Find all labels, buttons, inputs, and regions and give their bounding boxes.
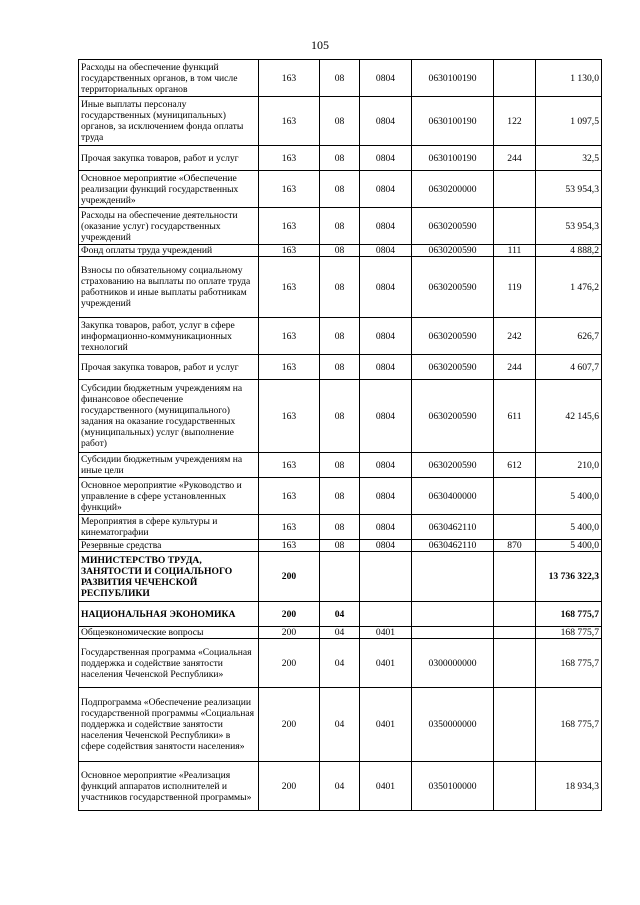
row-pr: 0804 bbox=[360, 515, 412, 540]
row-sum: 4 888,2 bbox=[536, 245, 602, 257]
row-name: Основное мероприятие «Руководство и управление в сфере установленных функций» bbox=[79, 478, 259, 515]
row-rz: 08 bbox=[320, 453, 360, 478]
row-rz: 08 bbox=[320, 208, 360, 245]
row-csr: 0630100190 bbox=[412, 146, 494, 171]
row-ved: 200 bbox=[259, 639, 320, 688]
row-csr: 0630462110 bbox=[412, 515, 494, 540]
row-vr: 119 bbox=[494, 257, 536, 318]
row-rz: 08 bbox=[320, 540, 360, 552]
row-name: Общеэкономические вопросы bbox=[79, 627, 259, 639]
row-vr: 244 bbox=[494, 355, 536, 380]
row-rz: 04 bbox=[320, 602, 360, 627]
row-csr bbox=[412, 552, 494, 602]
row-name: Фонд оплаты труда учреждений bbox=[79, 245, 259, 257]
row-rz: 04 bbox=[320, 639, 360, 688]
row-sum: 5 400,0 bbox=[536, 478, 602, 515]
row-sum: 168 775,7 bbox=[536, 602, 602, 627]
row-sum: 18 934,3 bbox=[536, 762, 602, 811]
row-name: Подпрограмма «Обеспечение реализации государственной программы «Социальная поддержка и содействие занятости населения Чеченской Республики» в сфере содействия занятости населения» bbox=[79, 688, 259, 762]
table-row bbox=[79, 639, 602, 688]
table-row bbox=[79, 245, 602, 257]
row-pr: 0804 bbox=[360, 171, 412, 208]
row-sum: 1 476,2 bbox=[536, 257, 602, 318]
row-csr: 0630200590 bbox=[412, 380, 494, 453]
table-row bbox=[79, 478, 602, 515]
row-sum: 1 097,5 bbox=[536, 97, 602, 146]
row-vr bbox=[494, 639, 536, 688]
row-pr: 0804 bbox=[360, 146, 412, 171]
table-row bbox=[79, 540, 602, 552]
row-name: Резервные средства bbox=[79, 540, 259, 552]
row-csr: 0350100000 bbox=[412, 762, 494, 811]
row-ved: 163 bbox=[259, 318, 320, 355]
row-sum: 32,5 bbox=[536, 146, 602, 171]
row-name: НАЦИОНАЛЬНАЯ ЭКОНОМИКА bbox=[79, 602, 259, 627]
table-row bbox=[79, 762, 602, 811]
row-ved: 163 bbox=[259, 515, 320, 540]
row-pr: 0804 bbox=[360, 453, 412, 478]
row-sum: 13 736 322,3 bbox=[536, 552, 602, 602]
table-row bbox=[79, 146, 602, 171]
table-row bbox=[79, 602, 602, 627]
row-vr bbox=[494, 552, 536, 602]
row-name: Закупка товаров, работ, услуг в сфере информационно-коммуникационных технологий bbox=[79, 318, 259, 355]
row-csr: 0300000000 bbox=[412, 639, 494, 688]
row-sum: 5 400,0 bbox=[536, 515, 602, 540]
row-rz: 08 bbox=[320, 146, 360, 171]
row-ved: 200 bbox=[259, 602, 320, 627]
row-rz: 08 bbox=[320, 171, 360, 208]
row-ved: 163 bbox=[259, 245, 320, 257]
row-pr: 0401 bbox=[360, 627, 412, 639]
row-ved: 163 bbox=[259, 355, 320, 380]
row-vr bbox=[494, 171, 536, 208]
row-sum: 53 954,3 bbox=[536, 171, 602, 208]
row-csr bbox=[412, 602, 494, 627]
row-ved: 163 bbox=[259, 380, 320, 453]
row-pr: 0401 bbox=[360, 762, 412, 811]
row-name: Взносы по обязательному социальному страхованию на выплаты по оплате труда работников и иные выплаты работникам учреждений bbox=[79, 257, 259, 318]
row-pr: 0804 bbox=[360, 245, 412, 257]
row-csr: 0630200590 bbox=[412, 453, 494, 478]
row-pr: 0401 bbox=[360, 688, 412, 762]
table-body bbox=[79, 60, 602, 811]
row-rz: 08 bbox=[320, 355, 360, 380]
row-name: Основное мероприятие «Реализация функций аппаратов исполнителей и участников государственной программы» bbox=[79, 762, 259, 811]
row-rz: 08 bbox=[320, 318, 360, 355]
row-pr bbox=[360, 552, 412, 602]
row-vr: 870 bbox=[494, 540, 536, 552]
row-rz: 08 bbox=[320, 380, 360, 453]
row-sum: 626,7 bbox=[536, 318, 602, 355]
row-csr: 0630200590 bbox=[412, 318, 494, 355]
row-csr: 0630200000 bbox=[412, 171, 494, 208]
row-ved: 200 bbox=[259, 627, 320, 639]
row-name: МИНИСТЕРСТВО ТРУДА, ЗАНЯТОСТИ И СОЦИАЛЬНОГО РАЗВИТИЯ ЧЕЧЕНСКОЙ РЕСПУБЛИКИ bbox=[79, 552, 259, 602]
table-row bbox=[79, 515, 602, 540]
row-vr bbox=[494, 688, 536, 762]
row-vr bbox=[494, 515, 536, 540]
row-sum: 1 130,0 bbox=[536, 60, 602, 97]
row-ved: 163 bbox=[259, 97, 320, 146]
row-ved: 200 bbox=[259, 688, 320, 762]
row-csr: 0630200590 bbox=[412, 355, 494, 380]
table-row bbox=[79, 355, 602, 380]
table-row bbox=[79, 97, 602, 146]
row-csr: 0630400000 bbox=[412, 478, 494, 515]
row-ved: 163 bbox=[259, 146, 320, 171]
row-ved: 163 bbox=[259, 208, 320, 245]
table-row bbox=[79, 688, 602, 762]
row-vr: 111 bbox=[494, 245, 536, 257]
row-vr: 244 bbox=[494, 146, 536, 171]
row-vr bbox=[494, 478, 536, 515]
row-rz: 08 bbox=[320, 60, 360, 97]
table-row bbox=[79, 60, 602, 97]
page-number: 105 bbox=[311, 38, 329, 52]
row-pr bbox=[360, 602, 412, 627]
table-row bbox=[79, 171, 602, 208]
row-ved: 163 bbox=[259, 478, 320, 515]
row-vr: 612 bbox=[494, 453, 536, 478]
row-ved: 163 bbox=[259, 60, 320, 97]
row-csr: 0630462110 bbox=[412, 540, 494, 552]
row-vr bbox=[494, 762, 536, 811]
row-sum: 168 775,7 bbox=[536, 639, 602, 688]
row-pr: 0804 bbox=[360, 97, 412, 146]
row-pr: 0804 bbox=[360, 318, 412, 355]
budget-table bbox=[78, 59, 602, 811]
row-rz: 08 bbox=[320, 257, 360, 318]
row-csr: 0630200590 bbox=[412, 208, 494, 245]
row-name: Субсидии бюджетным учреждениям на финансовое обеспечение государственного (муниципального) задания на оказание государственных (муниципальных) услуг (выполнение работ) bbox=[79, 380, 259, 453]
row-name: Основное мероприятие «Обеспечение реализации функций государственных учреждений» bbox=[79, 171, 259, 208]
row-name: Субсидии бюджетным учреждениям на иные цели bbox=[79, 453, 259, 478]
row-name: Государственная программа «Социальная поддержка и содействие занятости населения Чеченской Республики» bbox=[79, 639, 259, 688]
row-rz: 04 bbox=[320, 688, 360, 762]
row-csr: 0630200590 bbox=[412, 257, 494, 318]
row-pr: 0804 bbox=[360, 380, 412, 453]
table-row bbox=[79, 380, 602, 453]
row-vr bbox=[494, 627, 536, 639]
table-row bbox=[79, 552, 602, 602]
row-vr: 242 bbox=[494, 318, 536, 355]
row-csr: 0630200590 bbox=[412, 245, 494, 257]
table-row bbox=[79, 453, 602, 478]
row-vr bbox=[494, 602, 536, 627]
row-name: Иные выплаты персоналу государственных (муниципальных) органов, за исключением фонда оплаты труда bbox=[79, 97, 259, 146]
row-sum: 5 400,0 bbox=[536, 540, 602, 552]
row-csr: 0630100190 bbox=[412, 97, 494, 146]
row-sum: 53 954,3 bbox=[536, 208, 602, 245]
row-ved: 163 bbox=[259, 540, 320, 552]
row-pr: 0804 bbox=[360, 208, 412, 245]
row-pr: 0804 bbox=[360, 355, 412, 380]
row-name: Расходы на обеспечение деятельности (оказание услуг) государственных учреждений bbox=[79, 208, 259, 245]
row-pr: 0401 bbox=[360, 639, 412, 688]
row-rz bbox=[320, 552, 360, 602]
row-ved: 163 bbox=[259, 453, 320, 478]
table-row bbox=[79, 627, 602, 639]
row-pr: 0804 bbox=[360, 60, 412, 97]
table-row bbox=[79, 318, 602, 355]
row-pr: 0804 bbox=[360, 540, 412, 552]
row-ved: 200 bbox=[259, 552, 320, 602]
row-rz: 04 bbox=[320, 627, 360, 639]
row-name: Прочая закупка товаров, работ и услуг bbox=[79, 355, 259, 380]
row-pr: 0804 bbox=[360, 478, 412, 515]
row-csr: 0350000000 bbox=[412, 688, 494, 762]
row-rz: 08 bbox=[320, 97, 360, 146]
row-sum: 210,0 bbox=[536, 453, 602, 478]
table-row bbox=[79, 257, 602, 318]
row-ved: 163 bbox=[259, 257, 320, 318]
row-ved: 163 bbox=[259, 171, 320, 208]
row-csr bbox=[412, 627, 494, 639]
table-row bbox=[79, 208, 602, 245]
row-rz: 08 bbox=[320, 245, 360, 257]
row-vr bbox=[494, 60, 536, 97]
row-vr: 122 bbox=[494, 97, 536, 146]
row-csr: 0630100190 bbox=[412, 60, 494, 97]
row-name: Мероприятия в сфере культуры и кинематографии bbox=[79, 515, 259, 540]
row-sum: 168 775,7 bbox=[536, 627, 602, 639]
row-name: Прочая закупка товаров, работ и услуг bbox=[79, 146, 259, 171]
row-sum: 4 607,7 bbox=[536, 355, 602, 380]
row-rz: 04 bbox=[320, 762, 360, 811]
row-rz: 08 bbox=[320, 515, 360, 540]
row-sum: 42 145,6 bbox=[536, 380, 602, 453]
row-vr bbox=[494, 208, 536, 245]
row-sum: 168 775,7 bbox=[536, 688, 602, 762]
row-vr: 611 bbox=[494, 380, 536, 453]
row-name: Расходы на обеспечение функций государственных органов, в том числе территориальных органов bbox=[79, 60, 259, 97]
row-ved: 200 bbox=[259, 762, 320, 811]
row-pr: 0804 bbox=[360, 257, 412, 318]
row-rz: 08 bbox=[320, 478, 360, 515]
